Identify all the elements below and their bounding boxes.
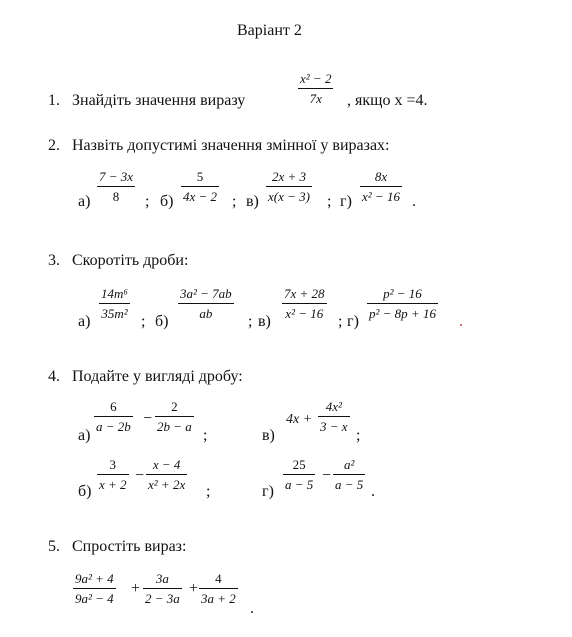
task1-number: 1. <box>48 92 60 109</box>
task2-a-label: а) <box>78 193 91 210</box>
denominator: 9a² − 4 <box>75 591 114 606</box>
task3-a-fraction <box>99 287 130 320</box>
task3-number: 3. <box>48 252 60 269</box>
denominator: p² − 8p + 16 <box>369 306 436 321</box>
task2-v-sep: ; <box>327 193 332 210</box>
task3-a-sep: ; <box>141 313 146 330</box>
denominator: x² − 16 <box>362 189 400 204</box>
denominator: 3 − x <box>320 419 348 434</box>
task4-text: Подайте у вигляді дробу: <box>72 368 243 385</box>
denominator: 8 <box>112 189 120 204</box>
task3-b-fraction <box>178 287 234 320</box>
task3-g-fraction <box>367 287 438 320</box>
numerator: 8x <box>374 169 388 184</box>
task4-b-op: − <box>135 467 145 484</box>
numerator: 7x + 28 <box>284 286 325 301</box>
denominator: 2b − a <box>157 419 192 434</box>
task4-number: 4. <box>48 368 60 385</box>
numerator: 5 <box>196 169 204 184</box>
task2-number: 2. <box>48 137 60 154</box>
task3-g-label: г) <box>347 313 359 330</box>
denominator: 3a + 2 <box>201 591 236 606</box>
denominator: 2 − 3a <box>145 591 180 606</box>
numerator: 14m⁶ <box>101 286 128 301</box>
task4-v-label: в) <box>262 427 275 444</box>
numerator: 25 <box>292 457 306 472</box>
task5-text: Спростіть вираз: <box>72 538 187 555</box>
task5-op-1: + <box>131 580 141 597</box>
task3-b-sep: ; <box>248 313 253 330</box>
task4-a-op: − <box>143 410 153 427</box>
task3-v-label: в) <box>258 313 271 330</box>
task2-a-fraction <box>97 170 135 203</box>
denominator: x² + 2x <box>148 477 186 492</box>
task2-v-label: в) <box>246 193 259 210</box>
numerator: 9a² + 4 <box>75 571 114 586</box>
task1-fraction <box>298 72 333 105</box>
task2-g-label: г) <box>340 193 352 210</box>
denominator: a − 5 <box>335 477 364 492</box>
task4-g-label: г) <box>262 483 274 500</box>
task2-g-fraction <box>360 170 402 203</box>
numerator: x − 4 <box>152 457 181 472</box>
task4-g-fraction-2 <box>333 458 365 491</box>
task3-v-fraction <box>282 287 327 320</box>
denominator: x² − 16 <box>285 306 324 321</box>
task3-a-label: а) <box>78 313 91 330</box>
task5-number: 5. <box>48 538 60 555</box>
task5-sep: . <box>250 600 254 617</box>
task4-g-fraction-1 <box>283 458 315 491</box>
task4-a-fraction-2 <box>155 400 194 433</box>
task4-b-fraction-1 <box>97 458 129 491</box>
task1-text: Знайдіть значення виразу <box>72 92 246 109</box>
task4-b-label: б) <box>78 483 92 500</box>
task2-b-sep: ; <box>232 193 237 210</box>
task2-text: Назвіть допустимі значення змінної у виразах: <box>72 137 390 154</box>
denominator: a − 5 <box>285 477 314 492</box>
numerator: a² <box>343 457 355 472</box>
denominator: 4x − 2 <box>183 189 218 204</box>
task1-denominator: 7x <box>309 91 322 106</box>
task1-numerator: x² − 2 <box>300 71 332 86</box>
task5-fraction-3 <box>199 572 238 605</box>
task3-text: Скоротіть дроби: <box>72 252 189 269</box>
task3-b-label: б) <box>155 313 169 330</box>
task5-fraction-2 <box>143 572 182 605</box>
numerator: 3a² − 7ab <box>180 286 232 301</box>
task4-g-op: − <box>322 467 332 484</box>
denominator: ab <box>199 306 213 321</box>
numerator: 6 <box>110 399 117 414</box>
numerator: 4x² <box>325 399 342 414</box>
task4-a-label: а) <box>78 427 91 444</box>
numerator: p² − 16 <box>383 286 422 301</box>
task5-fraction-1 <box>73 572 116 605</box>
task2-b-fraction <box>181 170 219 203</box>
task4-v-fraction <box>318 400 350 433</box>
page-title: Варіант 2 <box>237 22 302 39</box>
task4-a-fraction-1 <box>94 400 133 433</box>
numerator: 2x + 3 <box>271 169 307 184</box>
denominator: 35m² <box>101 306 128 321</box>
task4-b-sep: ; <box>206 483 211 500</box>
task1-tail: , якщо x =4. <box>347 92 428 109</box>
task4-g-sep: . <box>371 483 375 500</box>
task5-op-2: + <box>189 580 199 597</box>
denominator: a − 2b <box>96 419 131 434</box>
task4-a-sep: ; <box>203 427 208 444</box>
task3-v-sep: ; <box>338 313 343 330</box>
task2-a-sep: ; <box>145 193 150 210</box>
numerator: 2 <box>171 399 178 414</box>
task4-b-fraction-2 <box>146 458 187 491</box>
denominator: x(x − 3) <box>268 189 310 204</box>
task2-g-sep: . <box>412 193 416 210</box>
numerator: 4 <box>215 571 222 586</box>
task4-v-lead: 4x + <box>286 412 313 427</box>
task3-g-sep: . <box>459 313 463 330</box>
numerator: 3 <box>109 457 117 472</box>
denominator: x + 2 <box>99 477 127 492</box>
task2-b-label: б) <box>160 193 174 210</box>
numerator: 3a <box>155 571 169 586</box>
task2-v-fraction <box>266 170 312 203</box>
numerator: 7 − 3x <box>99 169 134 184</box>
task4-v-sep: ; <box>356 427 361 444</box>
